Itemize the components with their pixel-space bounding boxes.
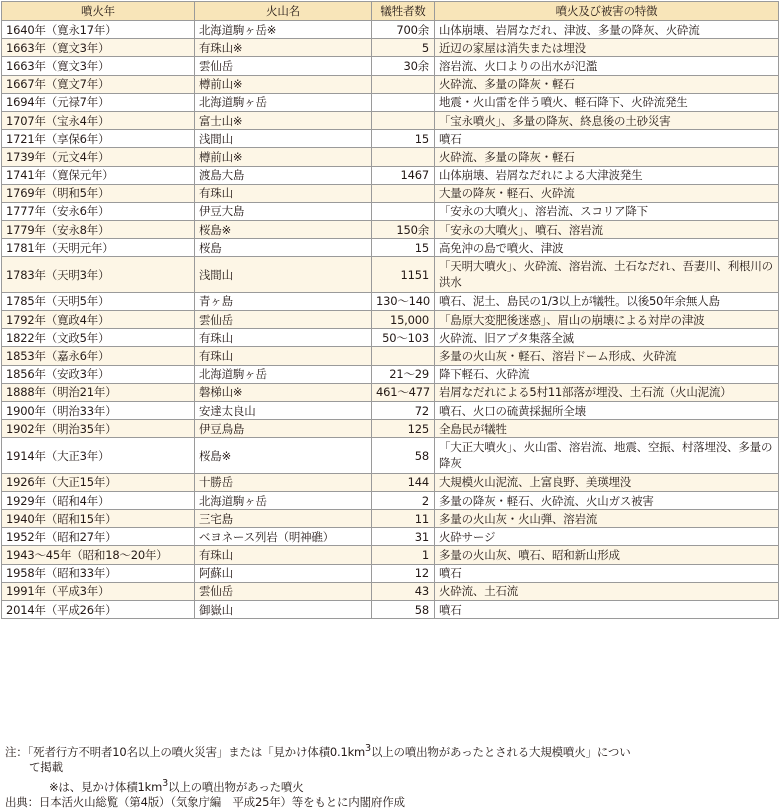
cell-year: 1822年（文政5年） [2, 329, 195, 347]
cell-volcano: 桜島 [195, 239, 372, 257]
table-row [2, 148, 779, 166]
cell-year: 1900年（明治33年） [2, 401, 195, 419]
cell-features: 噴石 [435, 601, 779, 619]
cell-features: 山体崩壊、岩屑なだれによる大津波発生 [435, 166, 779, 184]
cell-features: 「天明大噴火」、火砕流、溶岩流、土石なだれ、吾妻川、利根川の洪水 [435, 257, 779, 292]
cell-features: 大量の降灰・軽石、火砕流 [435, 184, 779, 202]
table-row [2, 93, 779, 111]
cell-toll: 30余 [372, 57, 435, 75]
cell-year: 1640年（寛永17年） [2, 21, 195, 39]
cell-features: 降下軽石、火砕流 [435, 365, 779, 383]
cell-volcano: 桜島※ [195, 221, 372, 239]
table-row [2, 564, 779, 582]
table-row [2, 347, 779, 365]
header-year: 噴火年 [2, 2, 195, 21]
table-row [2, 239, 779, 257]
cell-toll: 461～477 [372, 383, 435, 401]
table-row [2, 420, 779, 438]
table-body [2, 21, 779, 619]
cell-year: 1779年（安永8年） [2, 221, 195, 239]
table-row [2, 365, 779, 383]
cell-features: 噴石 [435, 564, 779, 582]
table-row [2, 491, 779, 509]
cell-volcano: 渡島大島 [195, 166, 372, 184]
header-volcano: 火山名 [195, 2, 372, 21]
cell-volcano: 有珠山 [195, 184, 372, 202]
cell-volcano: 樽前山※ [195, 148, 372, 166]
note-criteria-continued: て掲載 [29, 760, 63, 775]
cell-toll: 5 [372, 39, 435, 57]
cell-toll: 31 [372, 528, 435, 546]
table-row [2, 39, 779, 57]
cell-toll [372, 93, 435, 111]
cell-features: 火砕流、土石流 [435, 582, 779, 600]
cell-toll [372, 347, 435, 365]
table-row [2, 166, 779, 184]
note-source: 出典：日本活火山総覧（第4版）（気象庁編 平成25年）等をもとに内閣府作成 [5, 795, 405, 810]
cell-toll: 144 [372, 473, 435, 491]
cell-year: 1785年（天明5年） [2, 292, 195, 310]
cell-toll: 1467 [372, 166, 435, 184]
cell-toll [372, 148, 435, 166]
cell-volcano: 富士山※ [195, 111, 372, 129]
cell-toll: 15 [372, 239, 435, 257]
cell-toll: 700余 [372, 21, 435, 39]
table-row [2, 292, 779, 310]
table-row [2, 57, 779, 75]
cell-year: 1707年（宝永4年） [2, 111, 195, 129]
cell-features: 岩屑なだれによる5村11部落が埋没、土石流（火山泥流） [435, 383, 779, 401]
header-features: 噴火及び被害の特徴 [435, 2, 779, 21]
cell-volcano: 北海道駒ヶ岳 [195, 365, 372, 383]
cell-volcano: 桜島※ [195, 438, 372, 473]
cell-volcano: ベヨネース列岩（明神礁） [195, 528, 372, 546]
cell-features: 地震・火山雷を伴う噴火、軽石降下、火砕流発生 [435, 93, 779, 111]
table-row [2, 75, 779, 93]
table-header-row [2, 2, 779, 21]
table-notes [5, 741, 775, 811]
cell-year: 1853年（嘉永6年） [2, 347, 195, 365]
cell-year: 1741年（寛保元年） [2, 166, 195, 184]
cell-volcano: 雲仙岳 [195, 57, 372, 75]
cell-toll: 43 [372, 582, 435, 600]
cell-features: 山体崩壊、岩屑なだれ、津波、多量の降灰、火砕流 [435, 21, 779, 39]
cell-year: 1792年（寛政4年） [2, 311, 195, 329]
table-row [2, 528, 779, 546]
cell-volcano: 有珠山 [195, 329, 372, 347]
table-row [2, 21, 779, 39]
cell-toll: 1151 [372, 257, 435, 292]
cell-toll: 15 [372, 130, 435, 148]
cell-features: 多量の降灰・軽石、火砕流、火山ガス被害 [435, 491, 779, 509]
cell-toll: 150余 [372, 221, 435, 239]
cell-features: 大規模火山泥流、上富良野、美瑛埋没 [435, 473, 779, 491]
cell-features: 「安永の大噴火」、溶岩流、スコリア降下 [435, 202, 779, 220]
cell-year: 1783年（天明3年） [2, 257, 195, 292]
cell-year: 1991年（平成3年） [2, 582, 195, 600]
table-row [2, 438, 779, 473]
cell-volcano: 御嶽山 [195, 601, 372, 619]
cell-features: 多量の火山灰・軽石、溶岩ドーム形成、火砕流 [435, 347, 779, 365]
cell-features: 高免沖の島で噴火、津波 [435, 239, 779, 257]
cell-features: 多量の火山灰、噴石、昭和新山形成 [435, 546, 779, 564]
cell-features: 「宝永噴火」、多量の降灰、終息後の土砂災害 [435, 111, 779, 129]
cell-volcano: 伊豆大島 [195, 202, 372, 220]
cell-toll: 130～140 [372, 292, 435, 310]
cell-features: 「安永の大噴火」、噴石、溶岩流 [435, 221, 779, 239]
cell-year: 1929年（昭和4年） [2, 491, 195, 509]
cell-toll [372, 202, 435, 220]
table-row [2, 473, 779, 491]
cell-features: 多量の火山灰・火山弾、溶岩流 [435, 510, 779, 528]
cell-toll: 58 [372, 601, 435, 619]
cell-year: 1721年（享保6年） [2, 130, 195, 148]
table-row [2, 130, 779, 148]
cell-toll: 2 [372, 491, 435, 509]
cell-features: 火砕流、多量の降灰・軽石 [435, 148, 779, 166]
cell-volcano: 青ヶ島 [195, 292, 372, 310]
cell-year: 1694年（元禄7年） [2, 93, 195, 111]
cell-year: 1856年（安政3年） [2, 365, 195, 383]
cell-volcano: 阿蘇山 [195, 564, 372, 582]
cell-features: 火砕流、旧アプタ集落全滅 [435, 329, 779, 347]
cell-year: 1769年（明和5年） [2, 184, 195, 202]
cell-toll [372, 111, 435, 129]
cell-toll [372, 75, 435, 93]
cell-year: 1777年（安永6年） [2, 202, 195, 220]
table-row [2, 184, 779, 202]
cell-features: 火砕サージ [435, 528, 779, 546]
cell-toll: 125 [372, 420, 435, 438]
table-row [2, 401, 779, 419]
cell-year: 1781年（天明元年） [2, 239, 195, 257]
cell-volcano: 有珠山 [195, 546, 372, 564]
table-row [2, 329, 779, 347]
cell-toll: 1 [372, 546, 435, 564]
cell-volcano: 有珠山 [195, 347, 372, 365]
cell-year: 1667年（寛文7年） [2, 75, 195, 93]
cell-year: 1952年（昭和27年） [2, 528, 195, 546]
volcanic-disasters-table [1, 1, 779, 619]
cell-volcano: 伊豆鳥島 [195, 420, 372, 438]
cell-volcano: 三宅島 [195, 510, 372, 528]
table-row [2, 383, 779, 401]
cell-toll: 72 [372, 401, 435, 419]
table-row [2, 601, 779, 619]
cell-year: 2014年（平成26年） [2, 601, 195, 619]
note-asterisk: ※は、見かけ体積$1km^3$以上の噴出物があった噴火 [49, 777, 304, 794]
note-criteria: 注：「死者行方不明者10名以上の噴火災害」または「見かけ体積$0.1km^3$以上の噴出物があったとされる大規模噴火」につい [5, 743, 631, 759]
cell-features: 溶岩流、火口よりの出水が氾濫 [435, 57, 779, 75]
cell-toll: 58 [372, 438, 435, 473]
table-row [2, 221, 779, 239]
cell-year: 1663年（寛文3年） [2, 39, 195, 57]
cell-volcano: 磐梯山※ [195, 383, 372, 401]
table-row [2, 111, 779, 129]
cell-features: 噴石、火口の硫黄採掘所全壊 [435, 401, 779, 419]
cell-year: 1888年（明治21年） [2, 383, 195, 401]
table-row [2, 202, 779, 220]
cell-toll [372, 184, 435, 202]
cell-year: 1958年（昭和33年） [2, 564, 195, 582]
cell-features: 近辺の家屋は消失または埋没 [435, 39, 779, 57]
cell-volcano: 樽前山※ [195, 75, 372, 93]
cell-toll: 15,000 [372, 311, 435, 329]
cell-volcano: 有珠山※ [195, 39, 372, 57]
cell-features: 「島原大変肥後迷惑」、眉山の崩壊による対岸の津波 [435, 311, 779, 329]
table-row [2, 582, 779, 600]
cell-volcano: 北海道駒ヶ岳 [195, 491, 372, 509]
cell-toll: 21～29 [372, 365, 435, 383]
cell-features: 「大正大噴火」、火山雷、溶岩流、地震、空振、村落埋没、多量の降灰 [435, 438, 779, 473]
cell-toll: 50～103 [372, 329, 435, 347]
cell-features: 全島民が犠牲 [435, 420, 779, 438]
table-row [2, 510, 779, 528]
cell-year: 1902年（明治35年） [2, 420, 195, 438]
cell-year: 1943～45年（昭和18～20年） [2, 546, 195, 564]
cell-year: 1926年（大正15年） [2, 473, 195, 491]
cell-toll: 12 [372, 564, 435, 582]
cell-volcano: 安達太良山 [195, 401, 372, 419]
table-row [2, 257, 779, 292]
header-toll: 犠牲者数 [372, 2, 435, 21]
table-row [2, 546, 779, 564]
cell-volcano: 北海道駒ヶ岳 [195, 93, 372, 111]
cell-volcano: 浅間山 [195, 257, 372, 292]
cell-volcano: 浅間山 [195, 130, 372, 148]
cell-year: 1663年（寛文3年） [2, 57, 195, 75]
cell-year: 1914年（大正3年） [2, 438, 195, 473]
cell-volcano: 雲仙岳 [195, 582, 372, 600]
cell-volcano: 北海道駒ヶ岳※ [195, 21, 372, 39]
cell-year: 1940年（昭和15年） [2, 510, 195, 528]
cell-toll: 11 [372, 510, 435, 528]
table-row [2, 311, 779, 329]
cell-features: 火砕流、多量の降灰・軽石 [435, 75, 779, 93]
cell-features: 噴石、泥土、島民の1/3以上が犠牲。以後50年余無人島 [435, 292, 779, 310]
cell-volcano: 十勝岳 [195, 473, 372, 491]
cell-year: 1739年（元文4年） [2, 148, 195, 166]
cell-features: 噴石 [435, 130, 779, 148]
cell-volcano: 雲仙岳 [195, 311, 372, 329]
